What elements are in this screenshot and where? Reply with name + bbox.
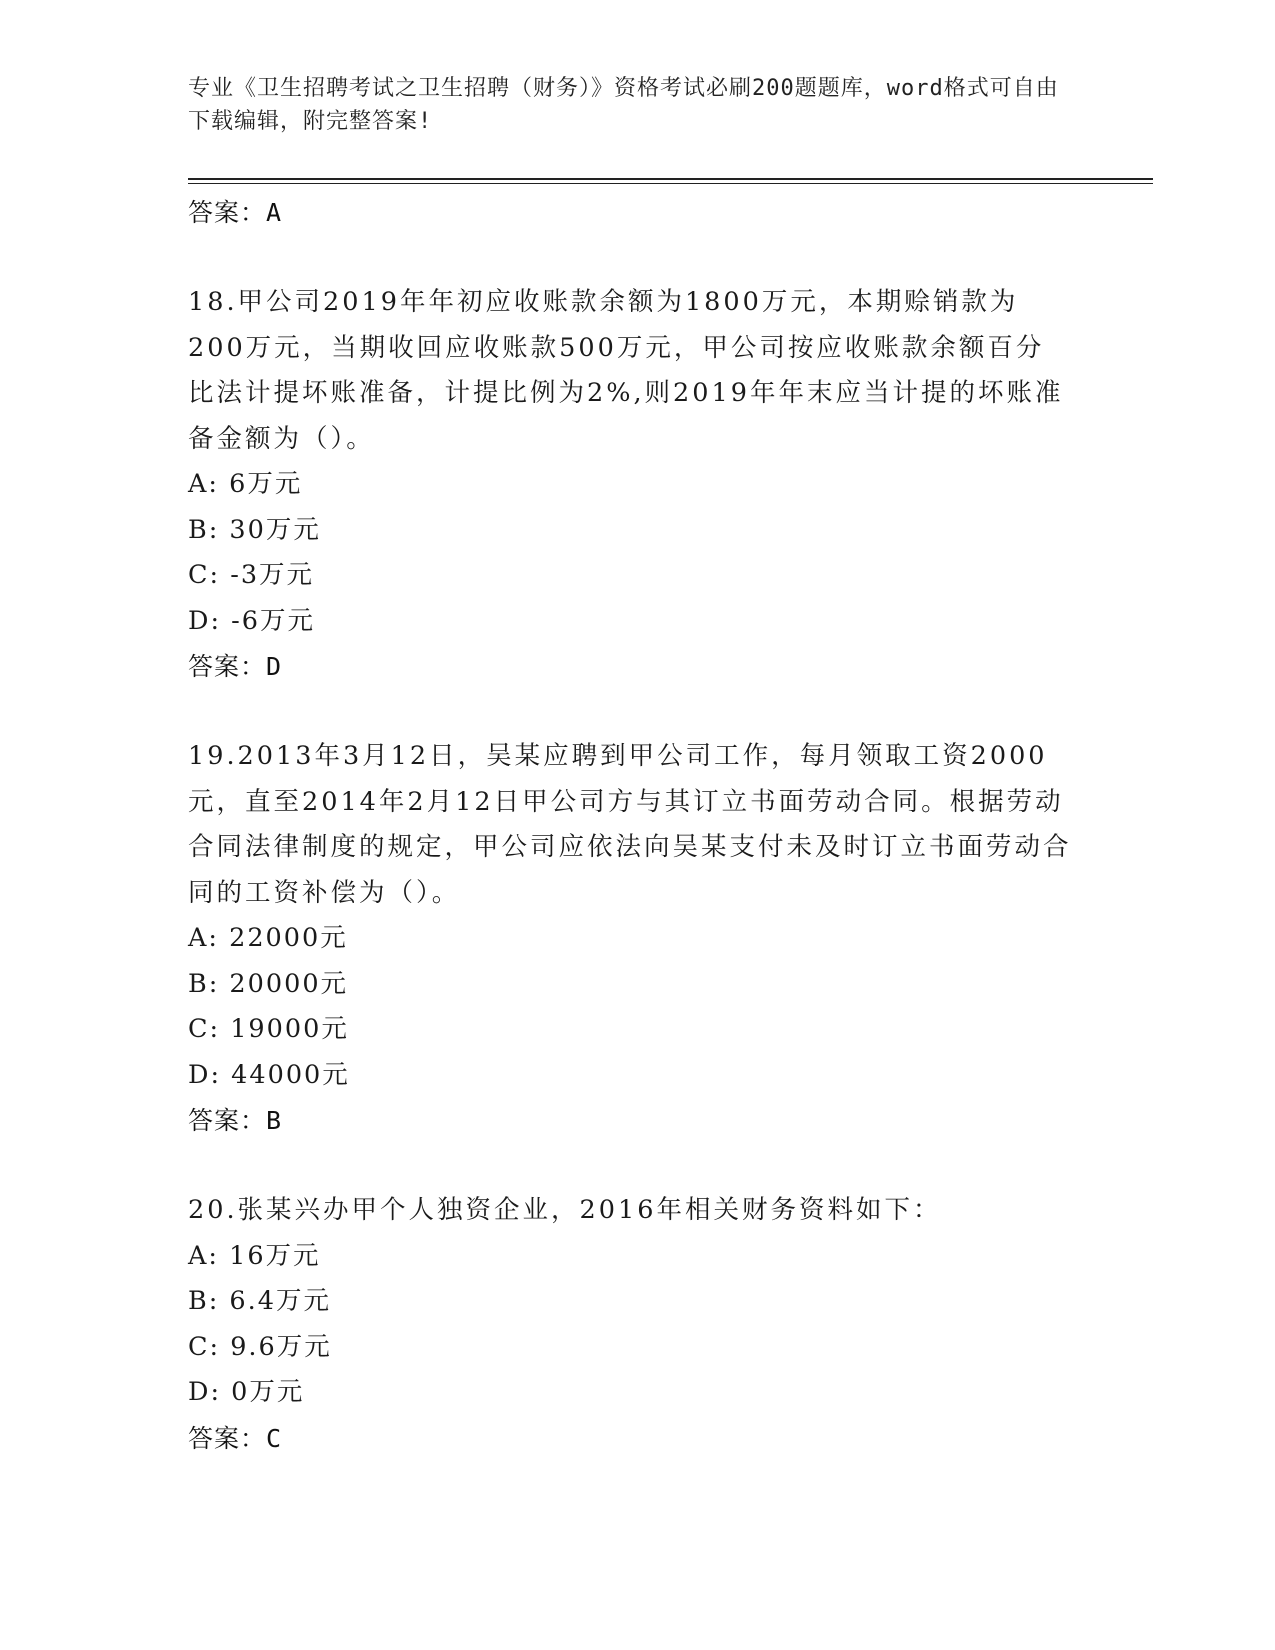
option-a: A: 16万元	[188, 1240, 321, 1271]
answer-line: 答案：D	[188, 652, 283, 681]
header-divider-thin	[188, 183, 1153, 184]
question-stem: 19.2013年3月12日，吴某应聘到甲公司工作，每月领取工资2000元，直至2014年2月12日甲公司方与其订立书面劳动合同。根据劳动合同法律制度的规定，甲公司应依法向吴某支付未及时订立书面劳动合同的工资补偿为（）。	[188, 741, 1072, 908]
answer-line: 答案：A	[188, 198, 283, 227]
option-b: B: 30万元	[188, 514, 321, 545]
option-d: D: 44000元	[188, 1059, 350, 1090]
option-b: B: 20000元	[188, 968, 349, 999]
option-d: D: 0万元	[188, 1377, 305, 1407]
option-d: D: -6万元	[188, 605, 315, 636]
document-header	[188, 72, 1068, 138]
header-title: 专业《卫生招聘考试之卫生招聘（财务）》资格考试必刷200题题库，word格式可自由下载编辑，附完整答案!	[188, 76, 1059, 134]
question-19	[188, 734, 1088, 1143]
answer-line: 答案：B	[188, 1106, 283, 1135]
option-c: C: -3万元	[188, 560, 315, 590]
header-divider	[188, 178, 1153, 180]
option-b: B: 6.4万元	[188, 1286, 331, 1316]
answer-line: 答案：C	[188, 1423, 283, 1453]
option-c: C: 19000元	[188, 1014, 349, 1044]
question-stem: 18.甲公司2019年年初应收账款余额为1800万元，本期赊销款为200万元，当期收回应收账款500万元，甲公司按应收账款余额百分比法计提坏账准备，计提比例为2%,则2019年年末应当计提的坏账准备金额为（）。	[188, 287, 1064, 454]
option-a: A: 6万元	[188, 469, 303, 499]
question-18	[188, 280, 1088, 689]
question-20	[188, 1188, 1088, 1461]
question-stem: 20.张某兴办甲个人独资企业，2016年相关财务资料如下：	[188, 1195, 942, 1225]
option-c: C: 9.6万元	[188, 1331, 332, 1362]
option-a: A: 22000元	[188, 923, 348, 953]
question-list	[188, 190, 1088, 1461]
